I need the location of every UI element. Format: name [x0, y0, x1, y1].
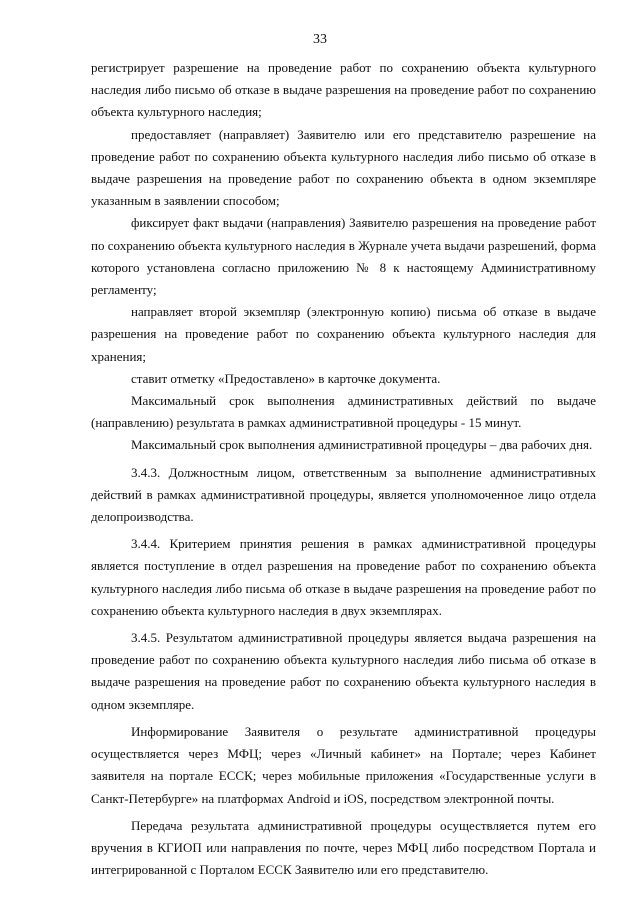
paragraph-3-4-3: 3.4.3. Должностным лицом, ответственным за выполнение административных действий в рамках административной процедуры, является уполномоченное лицо отдела делопроизводства. [91, 464, 596, 525]
paragraph-mark: ставит отметку «Предоставлено» в карточке документа. [131, 370, 441, 386]
paragraph-transfer: Передача результата административной процедуры осуществляется путем его вручения в КГИОП или направления по почте, через МФЦ либо посредством Портала и интегрированной с Порталом ЕССК Заявителю или его представителю. [91, 817, 596, 878]
paragraph-3-4-4: 3.4.4. Критерием принятия решения в рамках административной процедуры является поступление в отдел разрешения на проведение работ по сохранению объекта культурного наследия либо письма об отказе в выдаче разрешения на проведение работ по сохранению объекта культурного наследия в двух экземплярах. [91, 536, 596, 618]
paragraph-max-time-actions: Максимальный срок выполнения административных действий по выдаче (направлению) результата в рамках административной процедуры - 15 минут. [91, 393, 596, 431]
document-body [91, 57, 596, 881]
page-number: 33 [313, 32, 327, 47]
paragraph-provide: предоставляет (направляет) Заявителю или его представителю разрешение на проведение работ по сохранению объекта культурного наследия либо письмо об отказе в выдаче разрешения на проведение работ по сохранению объекта в одном экземпляре указанным в заявлении способом; [91, 126, 596, 209]
paragraph-register: регистрирует разрешение на проведение работ по сохранению объекта культурного наследия либо письмо об отказе в выдаче разрешения на проведение работ по сохранению объекта культурного наследия; [91, 60, 596, 120]
paragraph-informing: Информирование Заявителя о результате административной процедуры осуществляется через МФЦ; через «Личный кабинет» на Портале; через Кабинет заявителя на портале ЕССК; через мобильные приложения «Государственные услуги в Санкт-Петербурге» на платформах Android и iOS, посредством электронной почты. [91, 723, 596, 806]
paragraph-record: фиксирует факт выдачи (направления) Заявителю разрешения на проведение работ по сохранению объекта культурного наследия в Журнале учета выдачи разрешений, форма которого установлена согласно приложению № 8 к настоящему Административному регламенту; [91, 215, 596, 298]
paragraph-second-copy: направляет второй экземпляр (электронную копию) письма об отказе в выдаче разрешения на проведение работ по сохранению объекта культурного наследия для хранения; [91, 304, 596, 364]
paragraph-max-time-procedure: Максимальный срок выполнения административной процедуры – два рабочих дня. [131, 437, 593, 453]
paragraph-3-4-5: 3.4.5. Результатом административной процедуры является выдача разрешения на проведение работ по сохранению объекта культурного наследия либо письма об отказе в выдаче разрешения на проведение работ по сохранению объекта культурного наследия в одном экземпляре. [91, 630, 596, 712]
